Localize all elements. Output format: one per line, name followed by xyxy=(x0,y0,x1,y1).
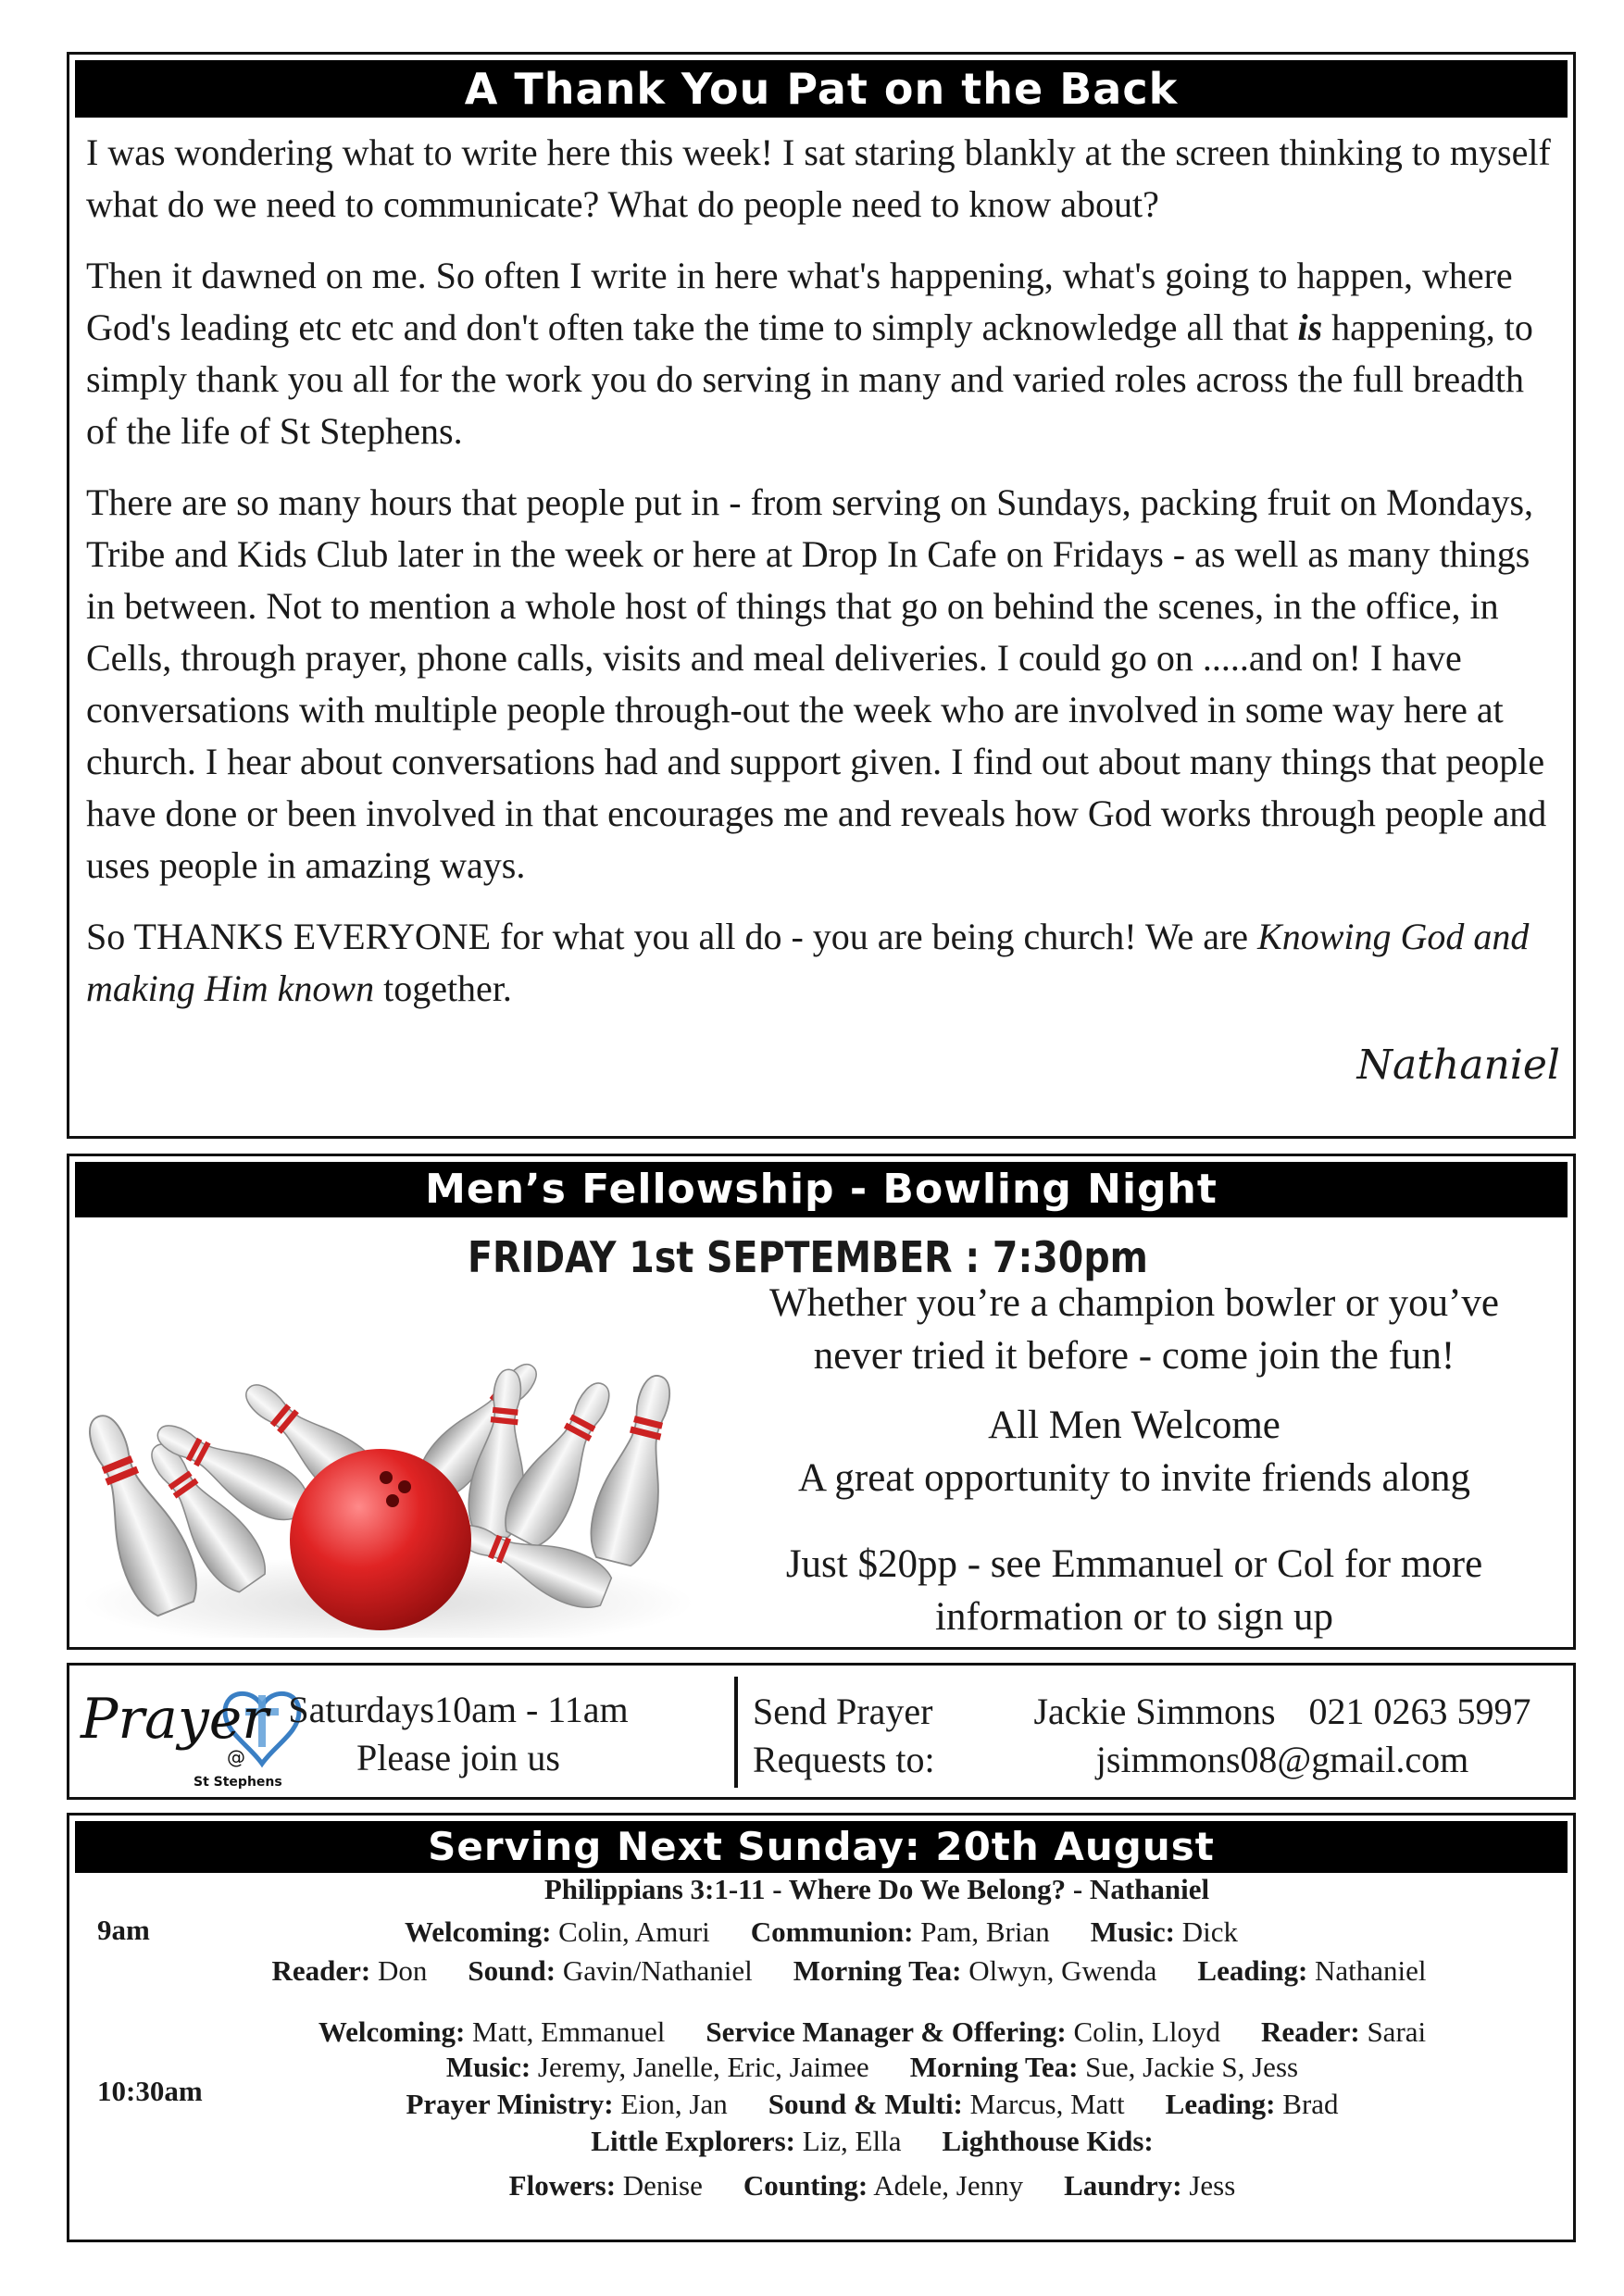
roster-item xyxy=(706,2015,1220,2048)
roster-1030-row-1 xyxy=(69,2015,1573,2049)
prayer-schedule-time: Saturdays10am - 11am xyxy=(288,1689,629,1730)
roster-item xyxy=(743,2169,1023,2202)
roster-names: Brad xyxy=(1275,2088,1339,2120)
roster-item xyxy=(509,2169,703,2202)
roster-names: Jess xyxy=(1181,2169,1236,2202)
roster-1030-row-5 xyxy=(69,2169,1573,2202)
p2-text-b: happening, to simply thank you all for the work you do serving in many and varied roles across the full breadth of the life of St Stephens. xyxy=(86,306,1533,452)
serving-title: Serving Next Sunday: 20th August xyxy=(75,1821,1568,1873)
roster-role: Communion: xyxy=(750,1915,914,1948)
roster-role: Sound & Multi: xyxy=(768,2088,963,2120)
prayer-logo-word: Prayer xyxy=(81,1687,269,1752)
roster-9am-row-2 xyxy=(69,1954,1573,1988)
roster-role: Service Manager & Offering: xyxy=(706,2015,1067,2048)
roster-item xyxy=(591,2125,901,2157)
thank-you-body xyxy=(86,127,1556,1034)
thank-you-paragraph-2 xyxy=(86,250,1556,457)
roster-names: Sue, Jackie S, Jess xyxy=(1078,2051,1299,2083)
roster-role: Music: xyxy=(1090,1915,1175,1948)
roster-role: Lighthouse Kids: xyxy=(942,2125,1154,2157)
p2-emphasis: is xyxy=(1297,306,1323,348)
bowling-date: FRIDAY 1st SEPTEMBER : 7:30pm xyxy=(468,1232,1148,1282)
prayer-contact-phone: 021 0263 5997 xyxy=(1308,1691,1531,1732)
p2-text-a: Then it dawned on me. So often I write in here what's happening, what's going to happen, where God's leading etc etc and don't often take the time to simply acknowledge all that xyxy=(86,255,1513,348)
prayer-contact-name: Jackie Simmons xyxy=(1033,1691,1276,1732)
roster-role: Morning Tea: xyxy=(793,1954,962,1987)
prayer-section xyxy=(67,1663,1576,1800)
roster-1030-row-3 xyxy=(69,2088,1573,2121)
roster-names: Olwyn, Gwenda xyxy=(961,1954,1157,1987)
roster-1030-row-4 xyxy=(69,2125,1573,2158)
prayer-schedule-invite: Please join us xyxy=(356,1737,560,1778)
roster-item xyxy=(1166,2088,1339,2120)
roster-item xyxy=(1261,2015,1426,2048)
thank-you-paragraph-3: There are so many hours that people put in - from serving on Sundays, packing fruit on Mondays, Tribe and Kids Club later in the week or here at Drop In Cafe on Fridays - as well as many things in between. Not to mention a whole host of things that go on behind the scenes, in the office, in Cells, through prayer, phone calls, visits and meal deliveries. I could go on .....and on! I have conversations with multiple people through-out the week who are involved in some way here at church. I hear about conversations had and support given. I find out about many things that people have done or been involved in that encourages me and reveals how God works through people and uses people in amazing ways. xyxy=(86,481,1547,886)
roster-item xyxy=(751,1915,1050,1948)
roster-role: Leading: xyxy=(1165,2088,1276,2120)
bowling-title: Men’s Fellowship - Bowling Night xyxy=(75,1162,1568,1217)
prayer-contact xyxy=(995,1688,1569,1784)
roster-names: Pam, Brian xyxy=(913,1915,1050,1948)
roster-item xyxy=(468,1954,752,1987)
serving-section xyxy=(67,1813,1576,2242)
roster-role: Laundry: xyxy=(1064,2169,1182,2202)
roster-role: Sound: xyxy=(468,1954,556,1987)
roster-role: Counting: xyxy=(743,2169,868,2202)
roster-names: Dick xyxy=(1175,1915,1239,1948)
prayer-logo-at: @ xyxy=(227,1746,245,1768)
roster-names: Liz, Ella xyxy=(794,2125,902,2157)
roster-role: Reader: xyxy=(1260,2015,1360,2048)
bowling-line-3: All Men Welcome xyxy=(988,1404,1280,1447)
roster-item xyxy=(793,1954,1157,1987)
prayer-contact-email[interactable]: jsimmons08@gmail.com xyxy=(1095,1739,1469,1780)
thank-you-section xyxy=(67,52,1576,1139)
prayer-schedule xyxy=(288,1686,629,1782)
thank-you-paragraph-1: I was wondering what to write here this week! I sat staring blankly at the screen thinking to myself what do we need to communicate? What do people need to know about? xyxy=(86,131,1551,225)
roster-names: Sarai xyxy=(1359,2015,1427,2048)
thank-you-paragraph-4 xyxy=(86,911,1556,1015)
roster-role: Morning Tea: xyxy=(909,2051,1079,2083)
roster-names: Matt, Emmanuel xyxy=(465,2015,666,2048)
prayer-send-label xyxy=(753,1688,935,1784)
roster-item xyxy=(1091,1915,1238,1948)
roster-role: Welcoming: xyxy=(404,1915,552,1948)
roster-names: Marcus, Matt xyxy=(962,2088,1125,2120)
roster-role: Music: xyxy=(445,2051,531,2083)
bowling-line-2: never tried it before - come join the fun! xyxy=(813,1334,1455,1378)
prayer-send-line-2: Requests to: xyxy=(753,1739,935,1780)
roster-role: Leading: xyxy=(1197,1954,1308,1987)
bowling-line-6: information or to sign up xyxy=(935,1595,1333,1639)
sermon-line: Philippians 3:1-11 - Where Do We Belong? - Nathaniel xyxy=(543,1873,1210,1905)
roster-names: Denise xyxy=(616,2169,703,2202)
roster-names: Eion, Jan xyxy=(613,2088,728,2120)
roster-role: Welcoming: xyxy=(318,2015,466,2048)
roster-names: Colin, Amuri xyxy=(551,1915,710,1948)
roster-item xyxy=(319,2015,666,2048)
roster-9am-row-1 xyxy=(69,1915,1573,1949)
roster-1030-row-2 xyxy=(69,2051,1573,2084)
p4-text-a: So THANKS EVERYONE for what you all do - you are being church! We are xyxy=(86,916,1258,957)
roster-names: Nathaniel xyxy=(1307,1954,1427,1987)
service-time-9am: 9am xyxy=(97,1914,150,1946)
p4-motto: Knowing God and making Him known xyxy=(86,916,1530,1009)
roster-item xyxy=(406,2088,727,2120)
bowling-line-1: Whether you’re a champion bowler or you’ve xyxy=(768,1281,1500,1325)
prayer-logo xyxy=(77,1671,308,1793)
p4-text-b: together. xyxy=(374,967,512,1009)
thank-you-title: A Thank You Pat on the Back xyxy=(75,60,1568,118)
roster-names: Jeremy, Janelle, Eric, Jaimee xyxy=(531,2051,869,2083)
roster-names: Adele, Jenny xyxy=(868,2169,1024,2202)
bowling-line-4: A great opportunity to invite friends along xyxy=(797,1456,1471,1500)
roster-item xyxy=(1197,1954,1426,1987)
roster-item xyxy=(910,2051,1298,2083)
signature: Nathaniel xyxy=(1356,1042,1560,1089)
bowling-pins-ball-image xyxy=(82,1306,703,1638)
roster-names: Gavin/Nathaniel xyxy=(556,1954,753,1987)
roster-item xyxy=(768,2088,1125,2120)
roster-item xyxy=(271,1954,427,1987)
prayer-divider xyxy=(734,1677,738,1788)
bowling-line-5: Just $20pp - see Emmanuel or Col for more xyxy=(785,1542,1483,1586)
prayer-logo-place: St Stephens xyxy=(194,1775,282,1790)
roster-item xyxy=(942,2125,1153,2157)
roster-role: Flowers: xyxy=(508,2169,617,2202)
roster-role: Prayer Ministry: xyxy=(406,2088,614,2120)
bowling-section xyxy=(67,1154,1576,1650)
roster-item xyxy=(446,2051,869,2083)
service-time-1030am: 10:30am xyxy=(97,2075,203,2107)
roster-names: Don xyxy=(370,1954,428,1987)
roster-role: Reader: xyxy=(271,1954,371,1987)
roster-item xyxy=(405,1915,710,1948)
roster-names: Colin, Lloyd xyxy=(1066,2015,1220,2048)
roster-item xyxy=(1064,2169,1235,2202)
prayer-send-line-1: Send Prayer xyxy=(753,1691,933,1732)
roster-role: Little Explorers: xyxy=(591,2125,795,2157)
